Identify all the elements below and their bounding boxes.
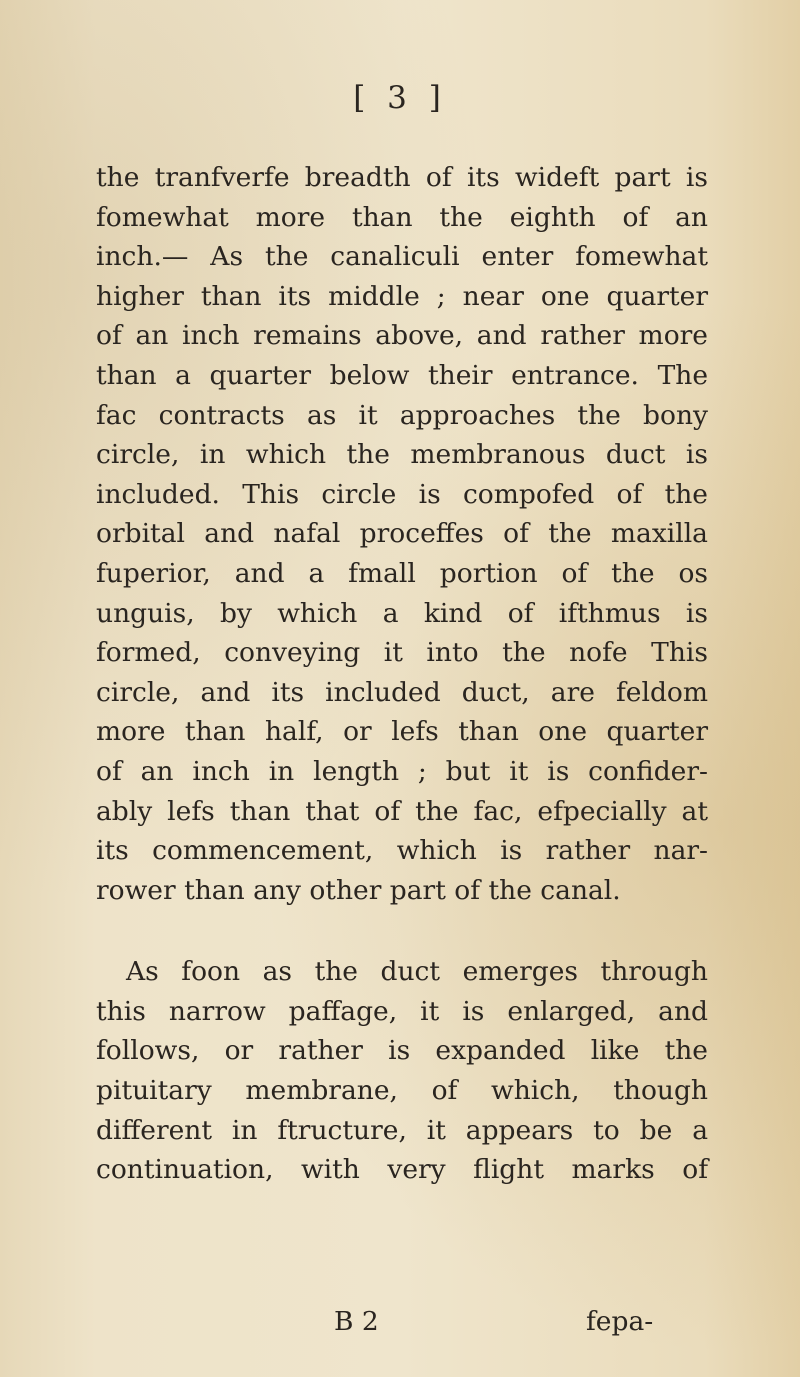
text-line: fuperior, and a fmall portion of the os [96, 557, 708, 589]
text-line: formed, conveying it into the nofe This [96, 637, 708, 669]
text-line: unguis, by which a kind of ifthmus is [96, 597, 708, 629]
text-line: fac contracts as it approaches the bony [96, 399, 708, 431]
text-line: rower than any other part of the canal. [96, 874, 621, 906]
text-line: circle, and its included duct, are feldom [96, 676, 708, 708]
text-line: included. This circle is compofed of the [96, 478, 708, 510]
text-line: than a quarter below their entrance. The [96, 359, 708, 391]
text-line: As foon as the duct emerges through [126, 956, 708, 988]
text-line: follows, or rather is expanded like the [96, 1035, 708, 1067]
text-line: higher than its middle ; near one quarter [96, 280, 708, 312]
page-footer [96, 1306, 708, 1346]
text-line: pituitary membrane, of which, though [96, 1075, 708, 1107]
paragraph-2 [96, 952, 708, 1190]
text-line: of an inch remains above, and rather more [96, 320, 708, 352]
text-line: circle, in which the membranous duct is [96, 439, 708, 471]
signature-mark: B 2 [334, 1306, 379, 1337]
body-text [96, 158, 708, 1190]
text-line: its commencement, which is rather nar- [96, 835, 708, 867]
page-number-header: [ 3 ] [353, 80, 447, 116]
text-line: inch.— As the canaliculi enter fomewhat [96, 241, 708, 273]
text-line: this narrow paffage, it is enlarged, and [96, 995, 708, 1027]
text-line: orbital and nafal proceffes of the maxilla [96, 518, 708, 550]
text-line: more than half, or lefs than one quarter [96, 716, 708, 748]
text-line: the tranfverfe breadth of its wideft part is [96, 162, 708, 193]
paragraph-1 [96, 158, 708, 910]
paragraph-gap [96, 910, 708, 952]
text-line: ably lefs than that of the fac, efpecially at [96, 795, 708, 827]
text-line: fomewhat more than the eighth of an [96, 201, 708, 233]
text-line: of an inch in length ; but it is confider- [96, 755, 708, 787]
catchword: fepa- [586, 1306, 654, 1337]
text-line: different in ftructure, it appears to be a [96, 1114, 708, 1146]
text-line: continuation, with very flight marks of [96, 1154, 708, 1186]
